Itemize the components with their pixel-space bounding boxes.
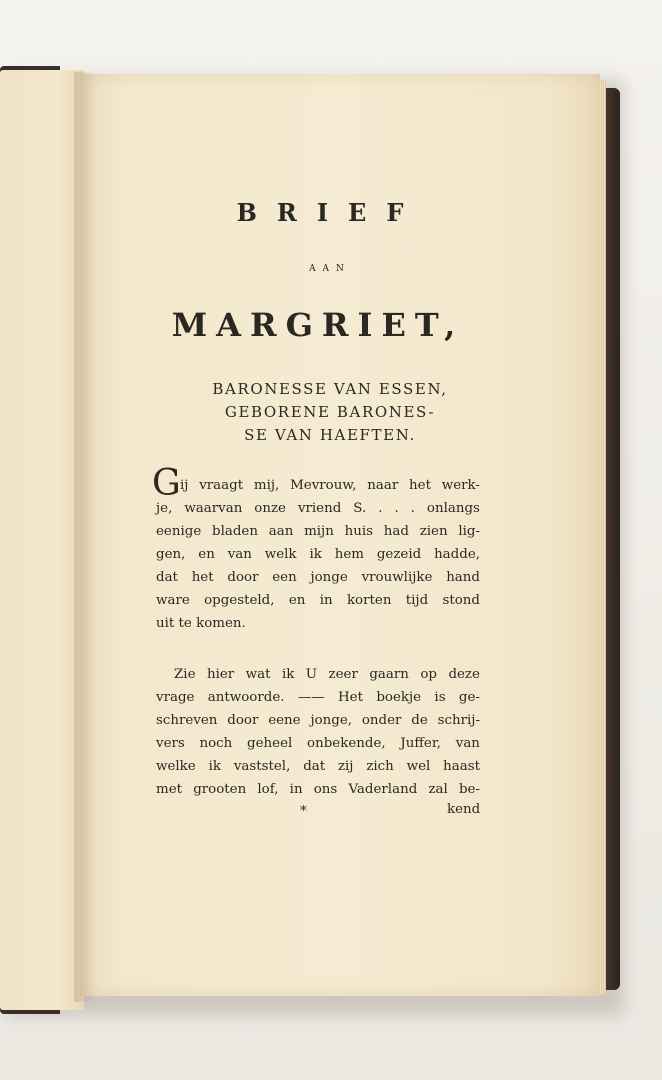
text-line: ware opgesteld, en in korten tijd stond: [156, 593, 480, 608]
text-line: dat het door een jonge vrouwlijke hand: [156, 570, 480, 585]
text-line: Zie hier wat ik U zeer gaarn op deze: [174, 667, 480, 682]
signature-mark: *: [300, 804, 307, 819]
subtitle-line-2: GEBORENE BARONES-: [224, 403, 436, 421]
subtitle-line-1: BARONESSE VAN ESSEN,: [212, 380, 448, 398]
paragraph-1: [156, 497, 480, 635]
left-page: [0, 70, 84, 1010]
drop-cap: G: [152, 463, 181, 504]
title-aan: AAN: [309, 264, 351, 274]
text-line: gen, en van welk ik hem gezeid hadde,: [156, 547, 480, 562]
text-line: vers noch geheel onbekende, Juffer, van: [156, 736, 480, 751]
text-line: je, waarvan onze vriend S. . . . onlangs: [156, 501, 480, 516]
title-name: MARGRIET,: [171, 306, 465, 344]
text-line: uit te komen.: [156, 616, 246, 631]
paragraph-2: [156, 663, 480, 801]
paragraph-1-first-line: [180, 474, 480, 497]
subtitle-line-3: SE VAN HAEFTEN.: [244, 426, 416, 444]
text-line: met grooten lof, in ons Vaderland zal be-: [156, 782, 480, 797]
text-line: eenige bladen aan mijn huis had zien lig-: [156, 524, 480, 539]
text-line: welke ik vaststel, dat zij zich wel haast: [156, 759, 480, 774]
page-gutter: [74, 72, 96, 1002]
text-line: schreven door eene jonge, onder de schrij-: [156, 713, 480, 728]
catchword: kend: [447, 802, 481, 817]
title-brief: BRIEF: [236, 198, 424, 227]
text-line: ij vraagt mij, Mevrouw, naar het werk-: [180, 478, 480, 493]
text-line: vrage antwoorde. —— Het boekje is ge-: [156, 690, 480, 705]
